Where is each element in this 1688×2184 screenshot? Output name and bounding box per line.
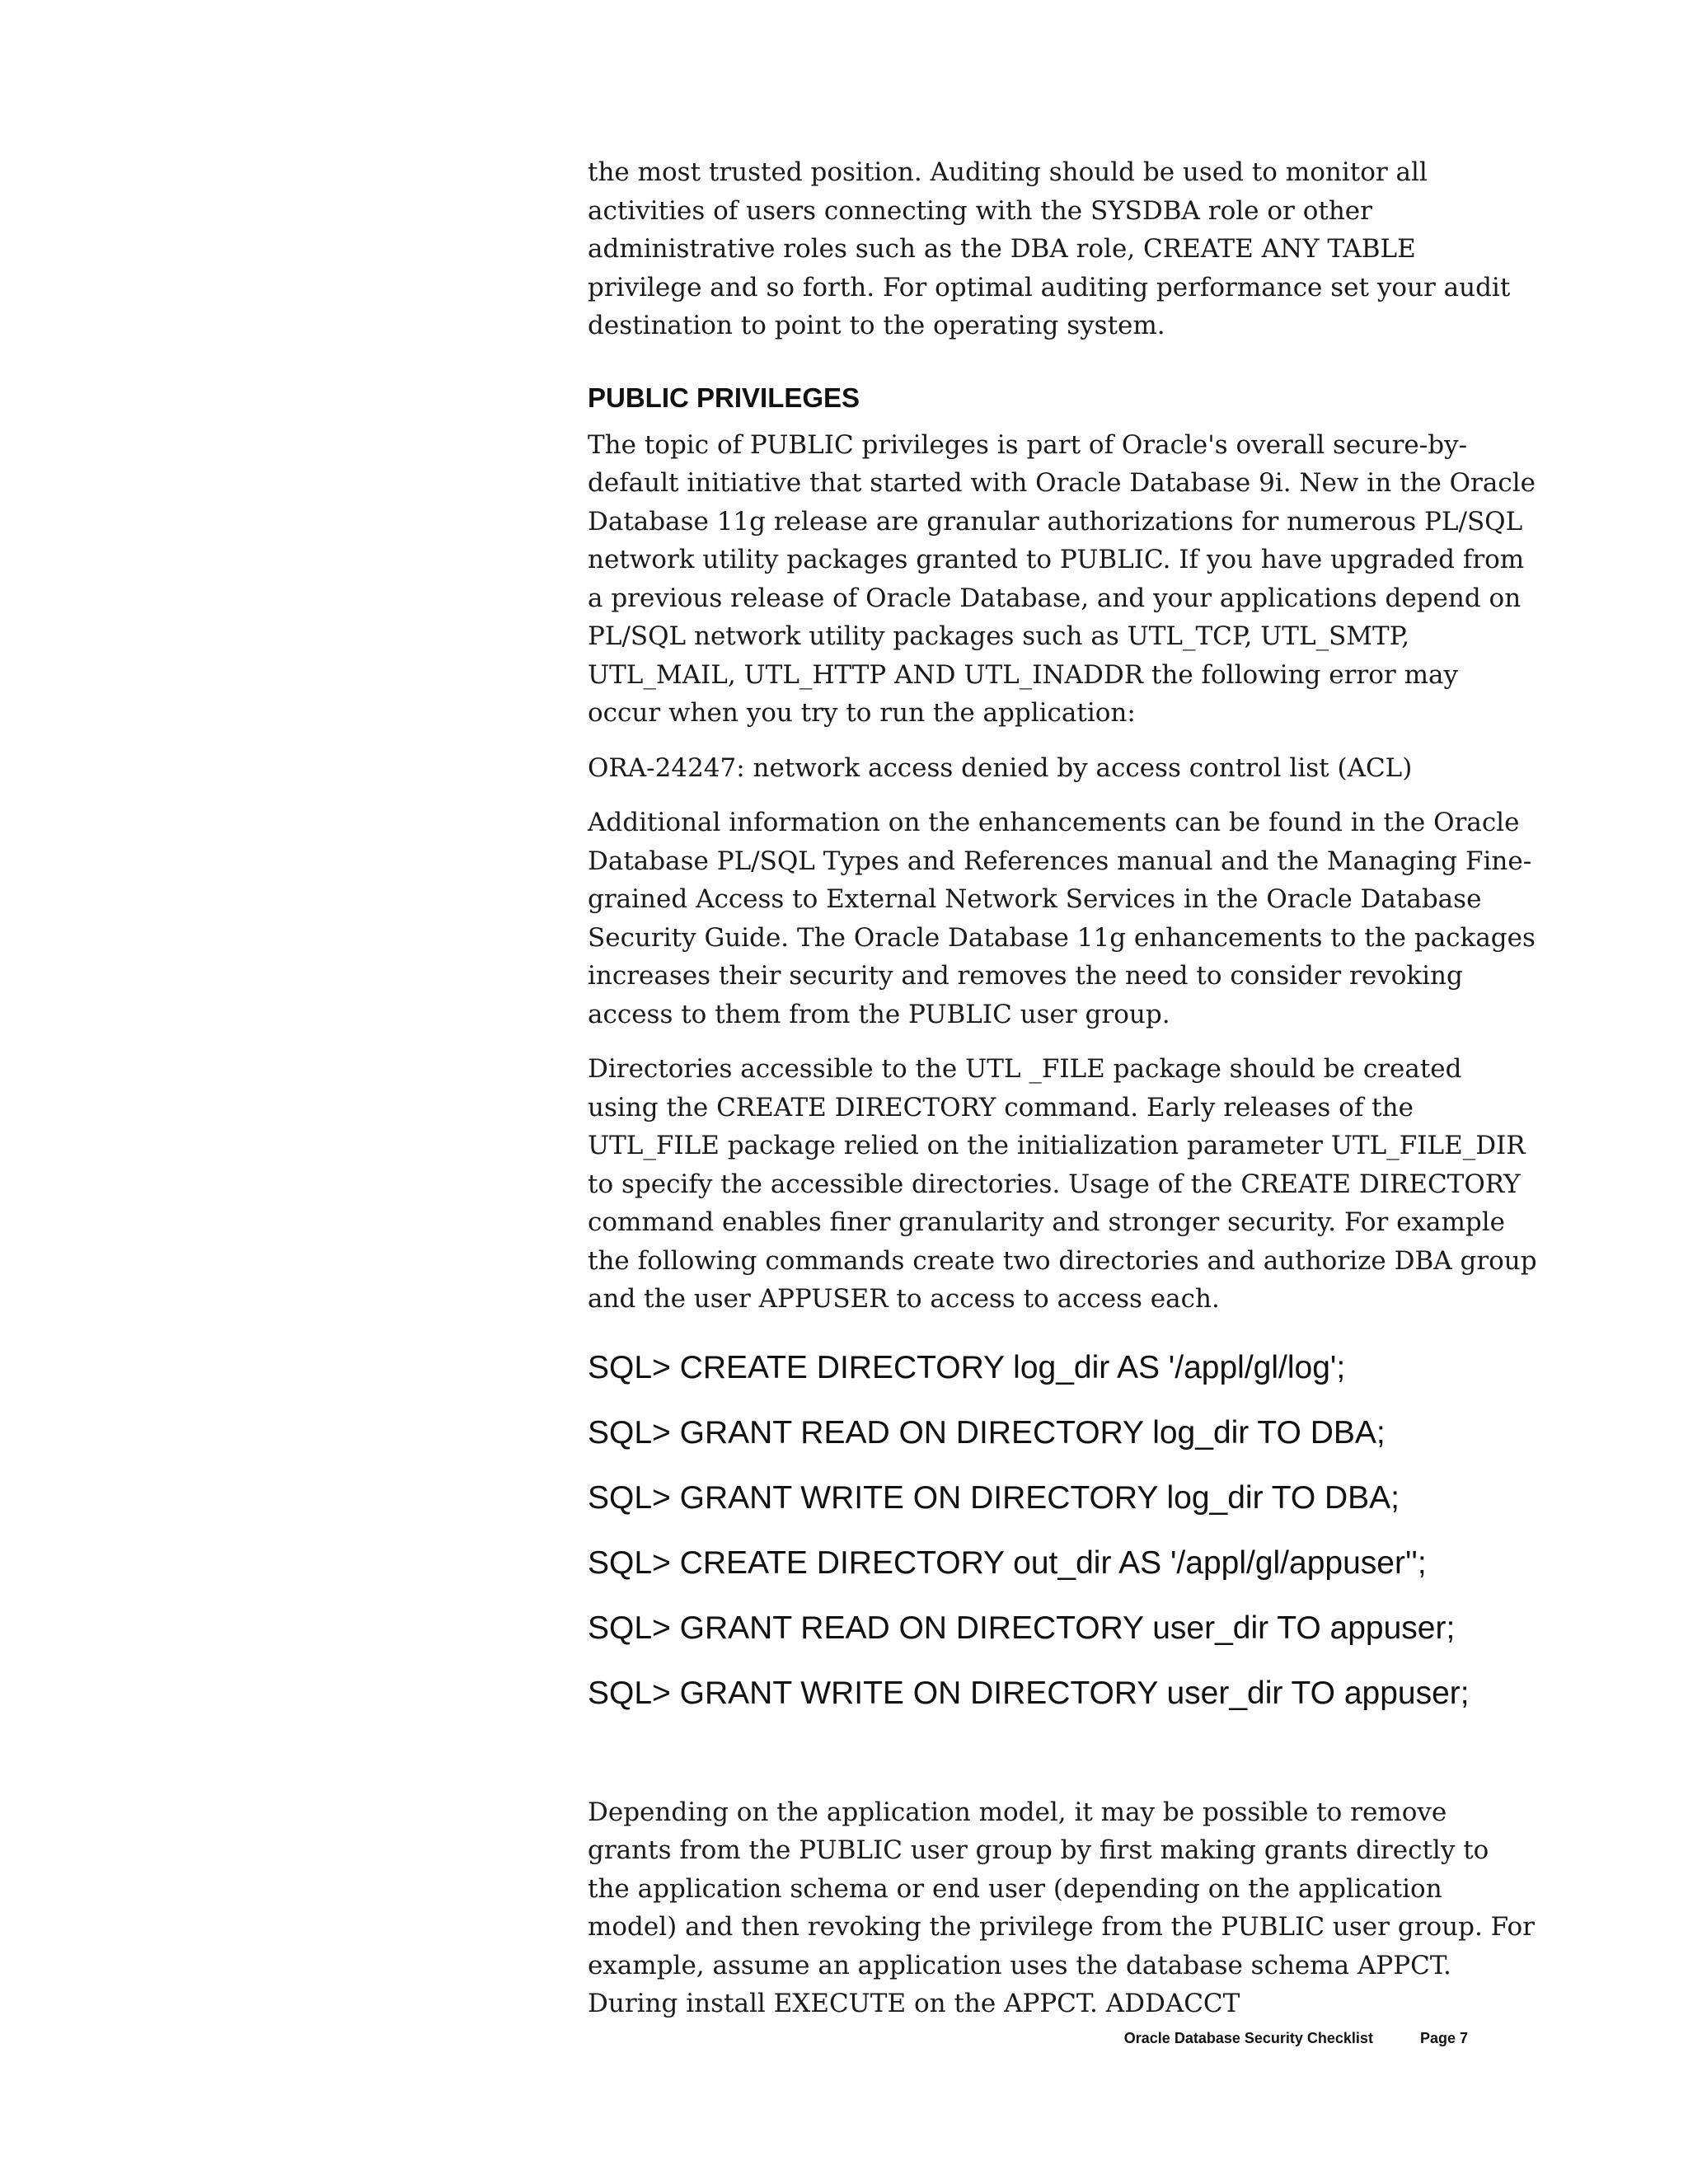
- directories-paragraph: Directories accessible to the UTL _FILE package should be created using the CREATE DIRECTORY command. Early releases of the UTL_FILE package relied on the initialization parameter UTL_FILE_DIR to specify the accessible directories. Usage of the CREATE DIRECTORY command enables finer granularity and stronger security. For example the following commands create two directories and authorize DBA group and the user APPUSER to access to access each.: [588, 1054, 1537, 1314]
- application-model-paragraph: Depending on the application model, it may be possible to remove grants from the PUBLIC user group by first making grants directly to the application schema or end user (depending on the application model) and then revoking the privilege from the PUBLIC user group. For example, assume an application uses the database schema APPCT. During install EXECUTE on the APPCT. ADDACCT: [588, 1797, 1535, 2018]
- sql-command-line: SQL> CREATE DIRECTORY log_dir AS '/appl/gl/log';: [588, 1349, 1346, 1385]
- sql-command-line: SQL> GRANT WRITE ON DIRECTORY user_dir TO appuser;: [588, 1675, 1470, 1711]
- enhancements-paragraph: Additional information on the enhancements can be found in the Oracle Database PL/SQL Types and References manual and the Managing Fine-grained Access to External Network Services in the Oracle Database Security Guide. The Oracle Database 11g enhancements to the packages increases their security and removes the need to consider revoking access to them from the PUBLIC user group.: [588, 808, 1536, 1029]
- page-footer: [1124, 2028, 1468, 2048]
- sql-command-line: SQL> GRANT READ ON DIRECTORY log_dir TO DBA;: [588, 1414, 1386, 1451]
- intro-paragraph: the most trusted position. Auditing should be used to monitor all activities of users connecting with the SYSDBA role or other administrative roles such as the DBA role, CREATE ANY TABLE privilege and so forth. For optimal auditing performance set your audit destination to point to the operating system.: [588, 157, 1511, 340]
- sql-command-line: SQL> CREATE DIRECTORY out_dir AS '/appl/gl/appuser'';: [588, 1544, 1427, 1581]
- public-privileges-paragraph: The topic of PUBLIC privileges is part of Oracle's overall secure-by-default initiative that started with Oracle Database 9i. New in the Oracle Database 11g release are granular authorizations for numerous PL/SQL network utility packages granted to PUBLIC. If you have upgraded from a previous release of Oracle Database, and your applications depend on PL/SQL network utility packages such as UTL_TCP, UTL_SMTP, UTL_MAIL, UTL_HTTP AND UTL_INADDR the following error may occur when you try to run the application:: [588, 429, 1536, 728]
- sql-command-line: SQL> GRANT READ ON DIRECTORY user_dir TO appuser;: [588, 1610, 1456, 1646]
- error-message-line: ORA-24247: network access denied by access control list (ACL): [588, 752, 1413, 783]
- section-heading-public-privileges: PUBLIC PRIVILEGES: [588, 382, 860, 413]
- footer-document-title: Oracle Database Security Checklist: [1123, 2030, 1373, 2046]
- sql-command-block: [588, 1335, 1537, 1726]
- document-body: [588, 153, 1537, 2040]
- page-number: Page 7: [1419, 2030, 1468, 2046]
- sql-command-line: SQL> GRANT WRITE ON DIRECTORY log_dir TO DBA;: [588, 1479, 1400, 1516]
